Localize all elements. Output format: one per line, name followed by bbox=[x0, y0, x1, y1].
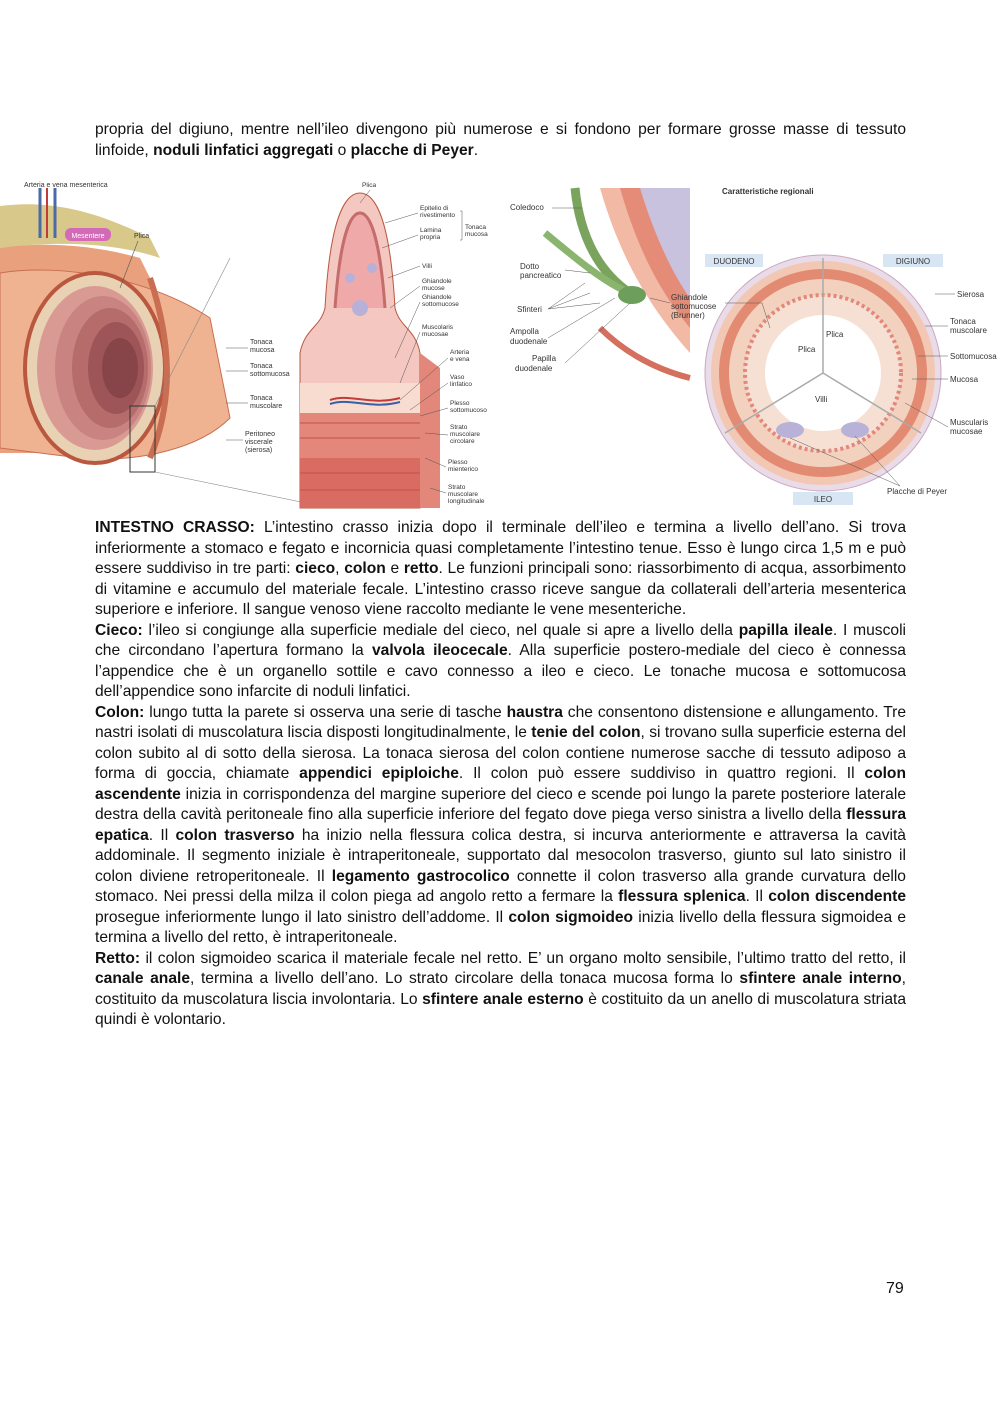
text-run: . Le funzioni principali sono: riassorbimento di acqua, assorbimento di vitamine e accumulo del materiale fecale. L’intestino crasso riceve sangue da collaterali dell’arteria mesenterica superiore e inferiore. Il sangue venoso viene raccolto mediante le vene mesenteriche. bbox=[95, 560, 906, 618]
label-mucosa: Mucosa bbox=[950, 375, 979, 384]
label-placche-peyer: Placche di Peyer bbox=[887, 487, 948, 496]
label-tonaca-mucosa: Tonaca bbox=[250, 339, 273, 346]
bold-term: haustra bbox=[506, 703, 563, 721]
label-arteria-vena: Arteria bbox=[450, 349, 470, 356]
text-run: . Il bbox=[148, 826, 176, 844]
label-sierosa: Sierosa bbox=[957, 290, 985, 299]
label-epitelio: rivestimento bbox=[420, 212, 456, 219]
label-peritoneo: Peritoneo bbox=[245, 431, 275, 438]
bold-term: papilla ileale bbox=[738, 621, 833, 639]
label-plica-regional-top: Plica bbox=[826, 330, 844, 339]
label-ileo: ILEO bbox=[813, 495, 833, 504]
bold-term: sfintere anale esterno bbox=[422, 990, 584, 1008]
left-labels bbox=[245, 339, 290, 454]
label-plesso-sottomucoso: sottomucoso bbox=[450, 407, 487, 414]
label-ghiandole-brunner: Ghiandole bbox=[671, 293, 708, 302]
bold-term: colon discendente bbox=[768, 888, 906, 905]
text-run: propria del digiuno, mentre nell’ileo divengono più numerose e si fondono per formare grosse masse di tessuto linfoide, bbox=[95, 121, 906, 159]
label-coledoco: Coledoco bbox=[510, 203, 544, 212]
bold-term: flessura epatica bbox=[95, 806, 906, 844]
regional-title: Caratteristiche regionali bbox=[722, 187, 814, 196]
paragraph-retto bbox=[95, 949, 906, 1031]
label-strato-circolare: circolare bbox=[450, 438, 475, 445]
label-papilla-duodenale: Papilla bbox=[532, 354, 557, 363]
text-run: il colon sigmoideo scarica il materiale fecale nel retto. E’ un organo molto sensibile, l’ultimo tratto del retto, il bbox=[140, 949, 906, 967]
text-run: . Il bbox=[745, 888, 769, 905]
bold-term: sfintere anale interno bbox=[739, 970, 902, 987]
label-muscolaris-mucosae: Muscolaris bbox=[422, 324, 454, 331]
label-plica-regional-left: Plica bbox=[798, 345, 816, 354]
label-tonaca-muscolare-regional: muscolare bbox=[950, 326, 987, 335]
label-ghiandole-mucose: Ghiandole bbox=[422, 278, 452, 285]
label-arteria-vena-mesenterica: Arteria e vena mesenterica bbox=[24, 182, 108, 189]
label-tonaca-muscolare: muscolare bbox=[250, 403, 283, 410]
text-run: è costituito da un anello di muscolatura striata quindi è volontario. bbox=[95, 990, 907, 1028]
bold-term: colon trasverso bbox=[175, 826, 295, 844]
text-run: e bbox=[385, 560, 404, 577]
wall-section-illustration bbox=[300, 193, 440, 508]
label-strato-longitudinale: longitudinale bbox=[448, 498, 485, 505]
label-duodeno: DUODENO bbox=[713, 257, 755, 266]
label-ghiandole-brunner: sottomucose bbox=[671, 302, 717, 311]
label-muscolaris-mucosae: mucosae bbox=[422, 331, 449, 338]
bold-term: colon ascendente bbox=[95, 765, 906, 803]
label-strato-longitudinale: Strato bbox=[448, 484, 466, 491]
label-arteria-vena: e vena bbox=[450, 356, 470, 363]
page-number: 79 bbox=[886, 1280, 904, 1297]
label-muscularis-mucosae: Muscularis bbox=[950, 418, 989, 427]
label-plesso-sottomucoso: Plesso bbox=[450, 400, 470, 407]
label-papilla-duodenale: duodenale bbox=[515, 364, 553, 373]
text-run: che consentono distensione e allungamento. Tre nastri isolati di muscolatura liscia disposti longitudinalmente, le bbox=[95, 703, 907, 741]
text-run: o bbox=[333, 141, 351, 159]
label-tonaca-mucosa-middle: mucosa bbox=[465, 231, 488, 238]
label-ghiandole-mucose: mucose bbox=[422, 285, 445, 292]
paragraph-colon bbox=[95, 703, 906, 949]
paragraph-cieco bbox=[95, 621, 906, 703]
bold-term: placche di Peyer bbox=[350, 141, 474, 159]
text-run: , bbox=[335, 560, 345, 577]
text-run: connette il colon trasverso alla grande curvatura dello stomaco. Nei pressi della milza il colon piega ad angolo retto a fermare la bbox=[95, 867, 906, 905]
text-run: inizia livello della flessura sigmoidea e termina a livello del retto, è intraperitoneale. bbox=[95, 908, 907, 946]
label-digiuno: DIGIUNO bbox=[895, 257, 931, 266]
bold-term: colon bbox=[344, 560, 386, 577]
text-run: prosegue inferiormente lungo il lato sinistro dell’addome. Il bbox=[95, 908, 509, 926]
label-lamina-propria: Lamina bbox=[420, 227, 442, 234]
bold-term: Colon: bbox=[95, 703, 145, 721]
bold-term: appendici epiploiche bbox=[299, 765, 459, 782]
label-dotto-pancreatico: Dotto bbox=[520, 262, 540, 271]
label-vaso-linfatico: linfatico bbox=[450, 381, 473, 388]
label-plica-left: Plica bbox=[134, 233, 150, 240]
paragraph-intestino-crasso bbox=[95, 518, 906, 621]
text-run: , costituito da muscolatura liscia involontaria. Lo bbox=[95, 970, 906, 1008]
main-text bbox=[95, 518, 906, 1031]
label-tonaca-mucosa: mucosa bbox=[250, 347, 275, 354]
label-ghiandole-sottomucose: Ghiandole bbox=[422, 294, 452, 301]
label-tonaca-sottomucosa: sottomucosa bbox=[250, 371, 290, 378]
bold-term: valvola ileocecale bbox=[371, 642, 508, 659]
label-ampolla-duodenale: Ampolla bbox=[510, 327, 539, 336]
text-run: ha inizio nella flessura colica destra, si incurva anteriormente e attraversa la cavità addominale. Il segmento iniziale è intraperitoneale, supportato dal mesocolon trasverso, giunto sul lato sinistro il colon diviene retroperitoneale. Il bbox=[95, 826, 906, 885]
text-run: L’intestino crasso inizia dopo il terminale dell’ileo e termina a livello dell’ano. Si trova inferiormente a stomaco e fegato e incornicia quasi completamente l’intestino tenue. Esso è lungo circa 1,5 m e può essere suddiviso in tre parti: bbox=[95, 519, 906, 577]
label-peritoneo: (sierosa) bbox=[245, 447, 273, 454]
label-ghiandole-brunner: (Brunner) bbox=[671, 311, 705, 320]
text-run: lungo tutta la parete si osserva una serie di tasche bbox=[144, 703, 507, 721]
label-strato-longitudinale: muscolare bbox=[448, 491, 478, 498]
bold-term: cieco bbox=[295, 560, 336, 577]
text-run: l’ileo si congiunge alla superficie mediale del cieco, nel quale si apre a livello della bbox=[142, 621, 739, 639]
text-run: , si trovano sulla superficie esterna del colon subito al di sotto della sierosa. La tonaca sierosa del colon contiene numerose sacche di tessuto adiposo a forma di goccia, chiamate bbox=[95, 724, 906, 782]
label-epitelio: Epitelio di bbox=[420, 205, 449, 212]
label-mesentere: Mesentere bbox=[71, 233, 105, 240]
duodenal-papilla-illustration bbox=[505, 188, 690, 378]
label-sottomucosa: Sottomucosa bbox=[950, 352, 997, 361]
label-tonaca-mucosa-middle: Tonaca bbox=[465, 224, 486, 231]
text-run: , termina a livello dell’ano. Lo strato circolare della tonaca mucosa forma lo bbox=[190, 970, 740, 987]
label-ampolla-duodenale: duodenale bbox=[510, 337, 548, 346]
label-tonaca-sottomucosa: Tonaca bbox=[250, 363, 273, 370]
label-peritoneo: viscerale bbox=[245, 439, 273, 446]
text-run: . bbox=[473, 141, 479, 159]
label-strato-circolare: Strato bbox=[450, 424, 468, 431]
bold-term: noduli linfatici aggregati bbox=[153, 141, 334, 159]
label-villi: Villi bbox=[422, 263, 432, 270]
regional-features-illustration bbox=[705, 187, 943, 505]
bold-term: legamento gastrocolico bbox=[331, 867, 510, 885]
label-plesso-mienterico: mienterico bbox=[448, 466, 478, 473]
text-run: . I muscoli che circondano l’apertura formano la bbox=[95, 621, 906, 659]
label-plica-middle: Plica bbox=[362, 182, 377, 189]
label-muscularis-mucosae: mucosae bbox=[950, 427, 983, 436]
bold-term: Retto: bbox=[95, 949, 141, 967]
text-run: . Alla superficie postero-mediale del cieco è connessa l’appendice che è un organello sottile e cavo connesso a ileo e cieco. Le tonache mucosa e sottomucosa dell’appendice sono infarcite di noduli linfatici. bbox=[95, 642, 906, 700]
bold-term: INTESTNO CRASSO: bbox=[95, 519, 255, 536]
text-run: inizia in corrispondenza del margine superiore del cieco e scende poi lungo la parete posteriore laterale destra della cavità peritoneale fino alla superficie inferiore del fegato dove piega verso sinistra a livello della bbox=[95, 785, 906, 823]
label-strato-circolare: muscolare bbox=[450, 431, 480, 438]
label-villi-regional: Villi bbox=[815, 395, 828, 404]
bold-term: tenie del colon bbox=[531, 724, 641, 741]
bold-term: retto bbox=[403, 560, 439, 577]
bold-term: colon sigmoideo bbox=[508, 908, 634, 926]
label-vaso-linfatico: Vaso bbox=[450, 374, 465, 381]
label-tonaca-muscolare: Tonaca bbox=[250, 395, 273, 402]
label-lamina-propria: propria bbox=[420, 234, 441, 241]
label-tonaca-muscolare-regional: Tonaca bbox=[950, 317, 976, 326]
intestine-anatomy-figure bbox=[0, 178, 1000, 512]
intro-paragraph bbox=[95, 120, 906, 161]
intestine-tube-illustration bbox=[0, 182, 230, 472]
label-dotto-pancreatico: pancreatico bbox=[520, 271, 562, 280]
bold-term: canale anale bbox=[95, 970, 191, 987]
label-ghiandole-sottomucose: sottomucose bbox=[422, 301, 459, 308]
bold-term: flessura splenica bbox=[618, 888, 746, 905]
bold-term: Cieco: bbox=[95, 621, 143, 639]
label-sfinteri: Sfinteri bbox=[517, 305, 542, 314]
text-run: . Il colon può essere suddiviso in quattro regioni. Il bbox=[458, 765, 865, 782]
label-plesso-mienterico: Plesso bbox=[448, 459, 468, 466]
